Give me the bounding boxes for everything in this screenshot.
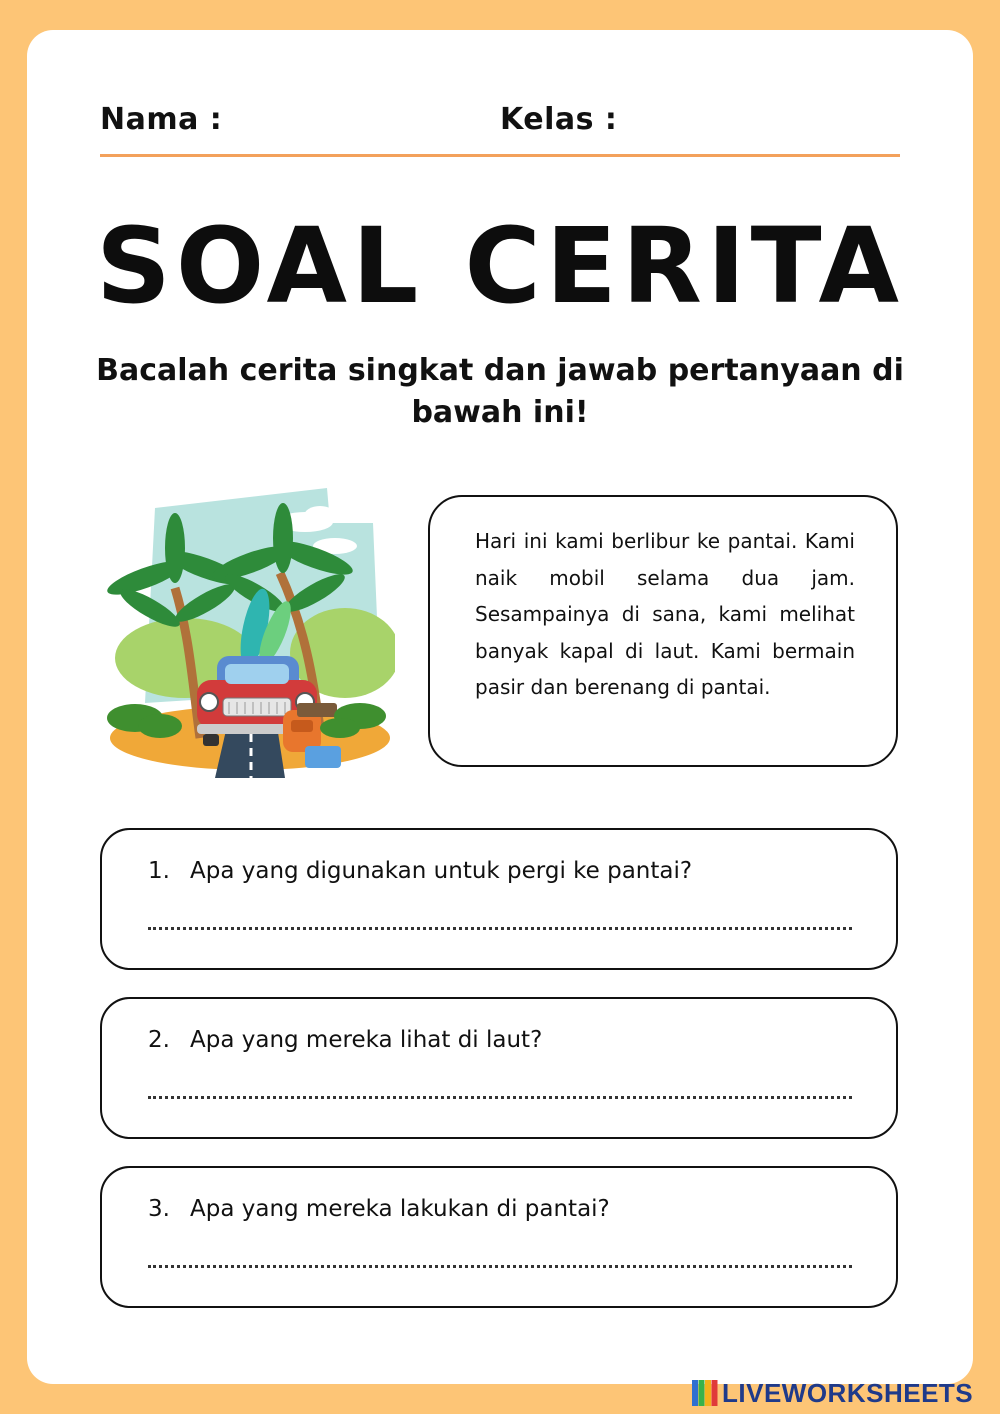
name-label: Nama : bbox=[100, 102, 223, 137]
question-card bbox=[100, 1166, 898, 1308]
story-text: Hari ini kami berlibur ke pantai. Kami naik mobil selama dua jam. Sesampainya di sana, kami melihat banyak kapal di laut. Kami bermain pasir dan berenang di pantai. bbox=[475, 529, 855, 700]
header-divider bbox=[100, 154, 900, 157]
question-card bbox=[100, 828, 898, 970]
question-card bbox=[100, 997, 898, 1139]
answer-line[interactable] bbox=[148, 1265, 852, 1268]
question-text: Apa yang mereka lihat di laut? bbox=[190, 1027, 543, 1053]
question-number: 1. bbox=[148, 858, 170, 884]
class-label: Kelas : bbox=[500, 102, 618, 137]
car-beach-palm-trees-illustration bbox=[105, 488, 395, 778]
instruction-text: Bacalah cerita singkat dan jawab pertanyaan di bawah ini! bbox=[96, 353, 904, 430]
question-text: Apa yang digunakan untuk pergi ke pantai? bbox=[190, 858, 693, 884]
story-box bbox=[428, 495, 898, 767]
answer-line[interactable] bbox=[148, 927, 852, 930]
question-number: 2. bbox=[148, 1027, 170, 1053]
brand-name: LIVEWORKSHEETS bbox=[722, 1377, 974, 1408]
answer-line[interactable] bbox=[148, 1096, 852, 1099]
liveworksheets-brand bbox=[692, 1378, 973, 1408]
page-title: SOAL CERITA bbox=[96, 205, 904, 327]
liveworksheets-logo-icon bbox=[692, 1380, 718, 1406]
question-number: 3. bbox=[148, 1196, 170, 1222]
question-text: Apa yang mereka lakukan di pantai? bbox=[190, 1196, 610, 1222]
